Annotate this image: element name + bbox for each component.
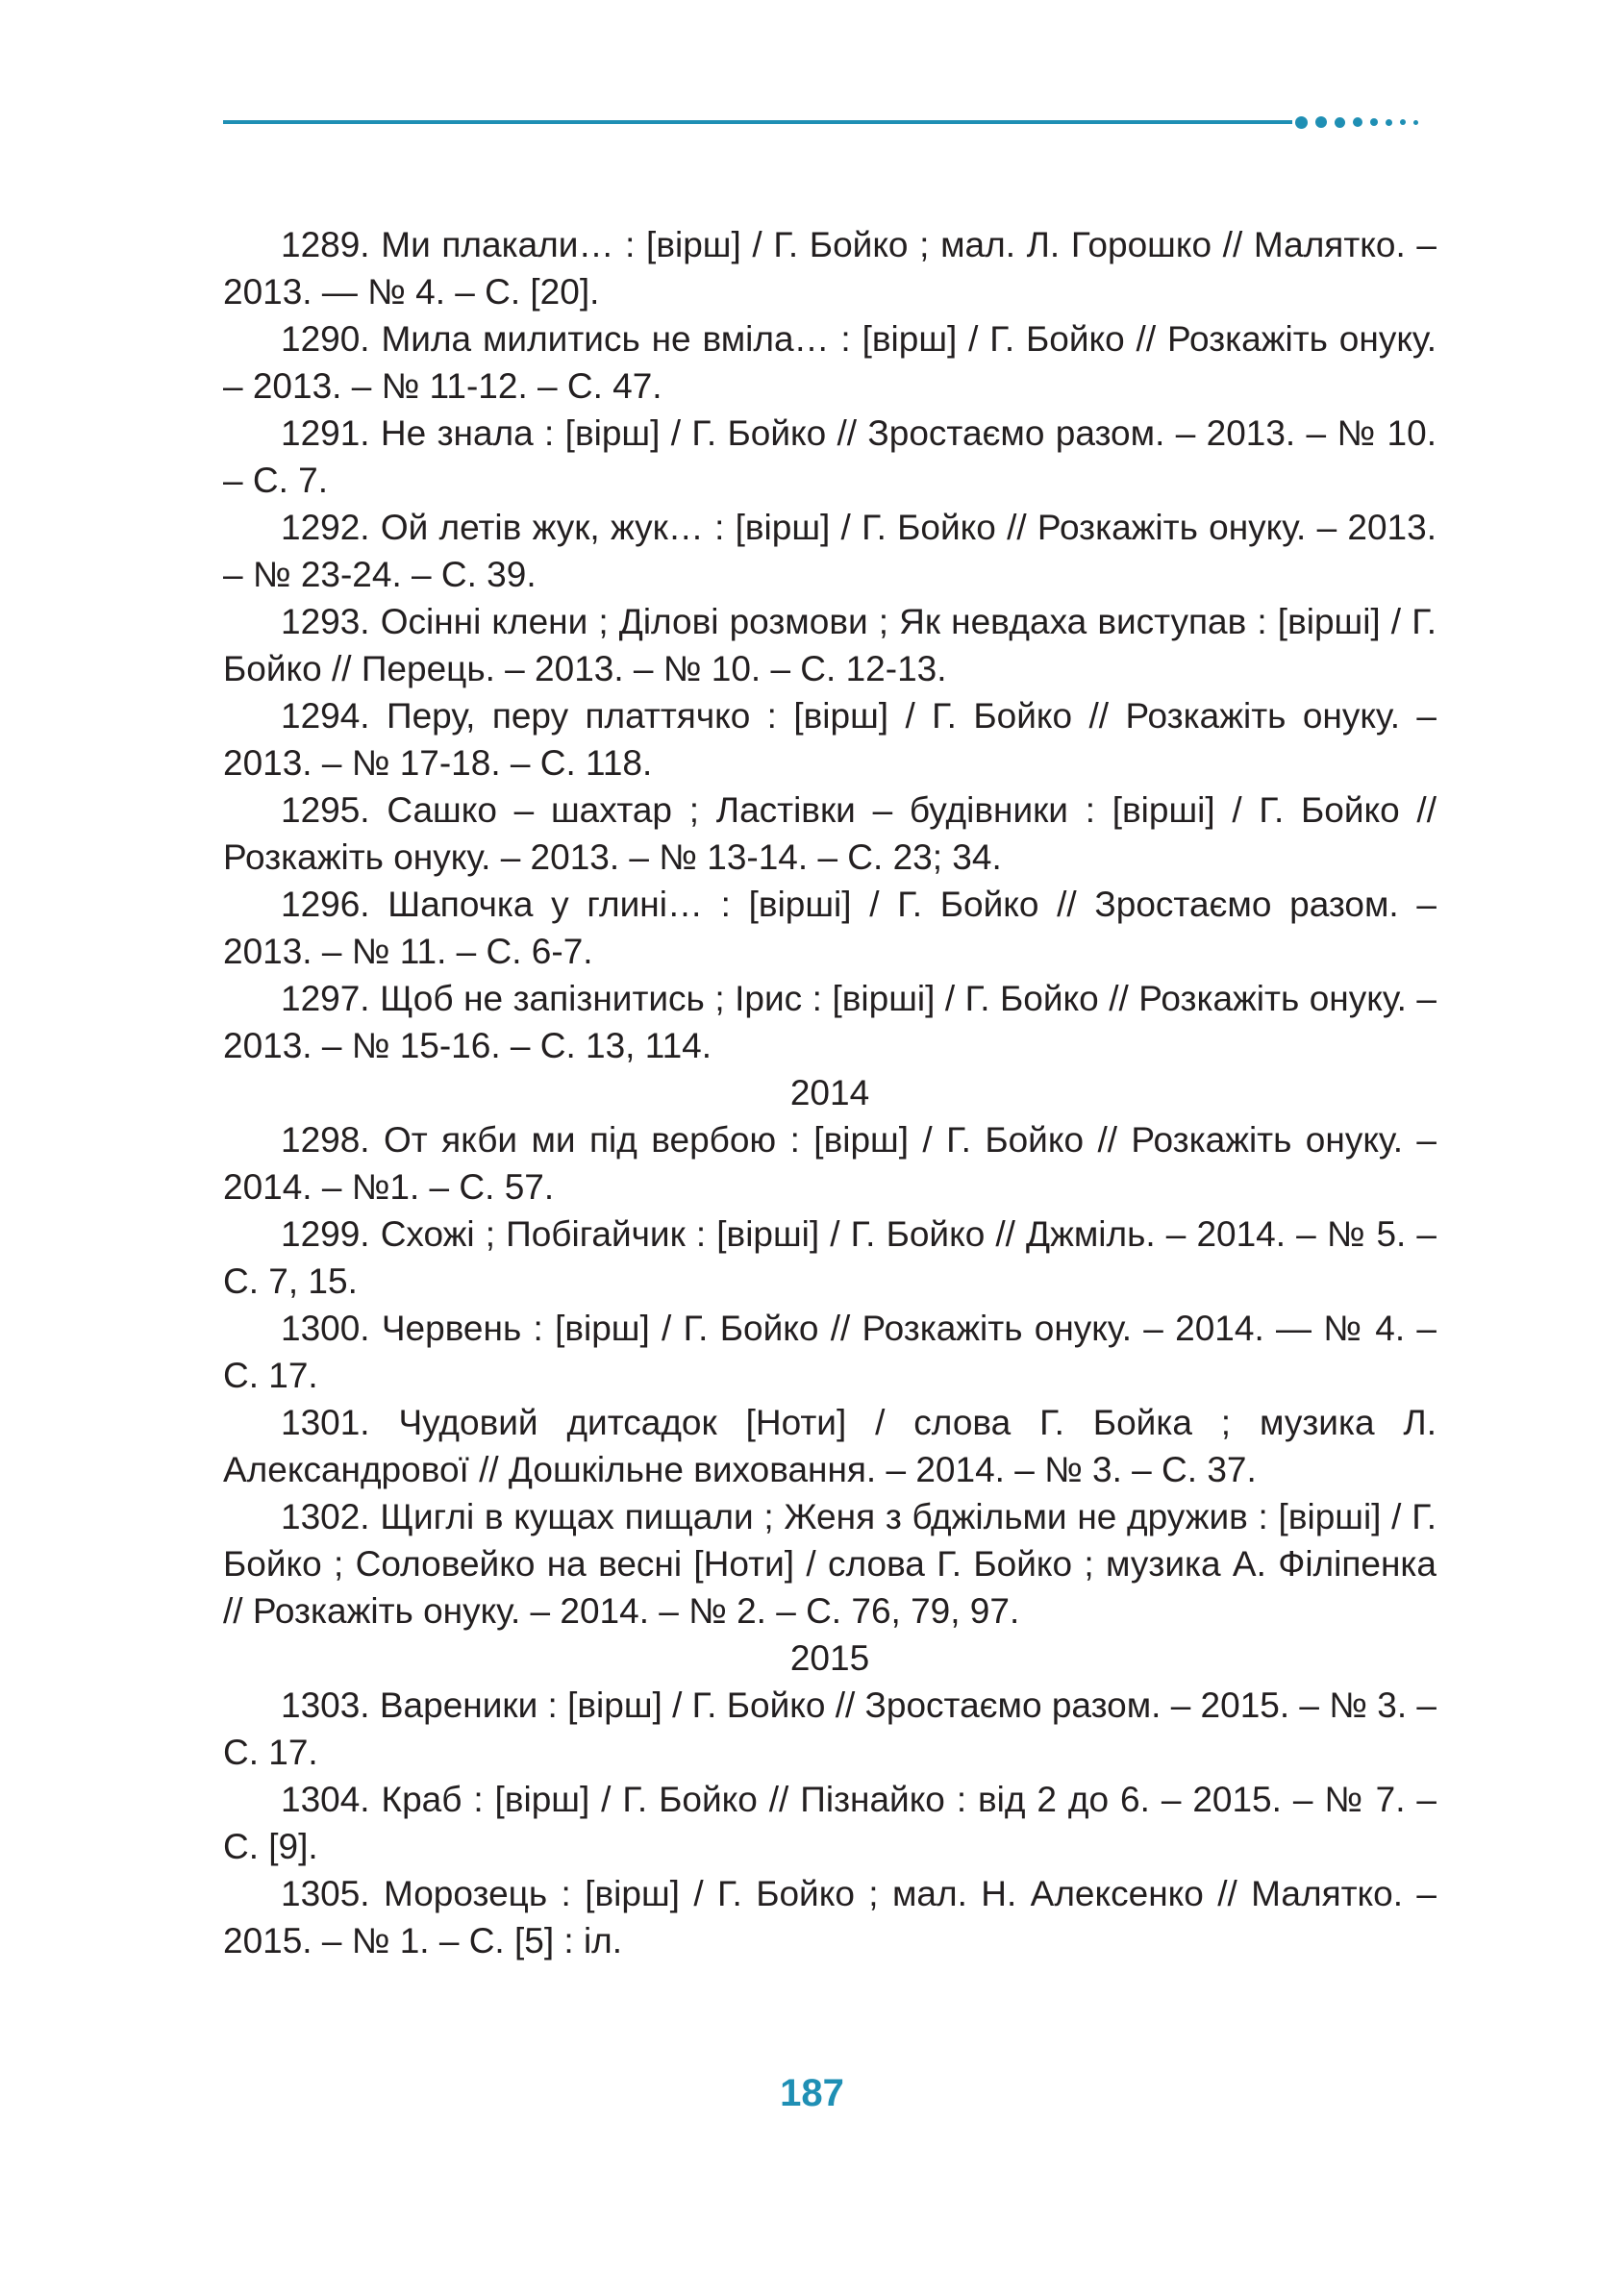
bibliography-list bbox=[223, 221, 1437, 1964]
bibliography-entry: 1294. Перу, перу платтячко : [вірш] / Г. Бойко // Розкажіть онуку. – 2013. – № 17-18. – С. 118. bbox=[223, 696, 1437, 783]
year-heading: 2015 bbox=[789, 1638, 870, 1678]
bibliography-entry: 1298. От якби ми під вербою : [вірш] / Г. Бойко // Розкажіть онуку. – 2014. – №1. – С. 57. bbox=[223, 1120, 1437, 1207]
bibliography-entry: 1305. Морозець : [вірш] / Г. Бойко ; мал. Н. Алексенко // Малятко. – 2015. – № 1. – С. [5] : іл. bbox=[223, 1874, 1437, 1960]
bibliography-entry: 1302. Щиглі в кущах пищали ; Женя з бджільми не дружив : [вірші] / Г. Бойко ; Соловейко на весні [Ноти] / слова Г. Бойко ; музика А. Філіпенка // Розкажіть онуку. – 2014. – № 2. – С. 76, 79, 97. bbox=[223, 1497, 1437, 1631]
bibliography-entry: 1293. Осінні клени ; Ділові розмови ; Як невдаха виступав : [вірші] / Г. Бойко // Перець. – 2013. – № 10. – С. 12-13. bbox=[223, 602, 1437, 688]
header-dots bbox=[1295, 115, 1426, 129]
bibliography-entry: 1292. Ой летів жук, жук… : [вірш] / Г. Бойко // Розкажіть онуку. – 2013. – № 23-24. – С. 39. bbox=[223, 508, 1437, 594]
bibliography-entry: 1289. Ми плакали… : [вірш] / Г. Бойко ; мал. Л. Горошко // Малятко. – 2013. — № 4. – С. [20]. bbox=[223, 225, 1437, 312]
bibliography-entry: 1295. Сашко – шахтар ; Ластівки – будівники : [вірші] / Г. Бойко // Розкажіть онуку. – 2013. – № 13-14. – С. 23; 34. bbox=[223, 790, 1437, 877]
bibliography-entry: 1290. Мила милитись не вміла… : [вірш] / Г. Бойко // Розкажіть онуку. – 2013. – № 11-12. – С. 47. bbox=[223, 319, 1437, 406]
bibliography-entry: 1299. Схожі ; Побігайчик : [вірші] / Г. Бойко // Джміль. – 2014. – № 5. – С. 7, 15. bbox=[223, 1214, 1437, 1301]
bibliography-entry: 1296. Шапочка у глині… : [вірші] / Г. Бойко // Зростаємо разом. – 2013. – № 11. – С. 6-7. bbox=[223, 885, 1437, 971]
bibliography-entry: 1303. Вареники : [вірш] / Г. Бойко // Зростаємо разом. – 2015. – № 3. – С. 17. bbox=[223, 1685, 1437, 1772]
year-heading: 2014 bbox=[789, 1073, 870, 1112]
bibliography-entry: 1301. Чудовий дитсадок [Ноти] / слова Г. Бойка ; музика Л. Александрової // Дошкільне виховання. – 2014. – № 3. – С. 37. bbox=[223, 1403, 1437, 1489]
bibliography-entry: 1300. Червень : [вірш] / Г. Бойко // Розкажіть онуку. – 2014. — № 4. – С. 17. bbox=[223, 1309, 1437, 1395]
bibliography-entry: 1304. Краб : [вірш] / Г. Бойко // Пізнайко : від 2 до 6. – 2015. – № 7. – С. [9]. bbox=[223, 1780, 1437, 1866]
bibliography-entry: 1297. Щоб не запізнитись ; Ірис : [вірші] / Г. Бойко // Розкажіть онуку. – 2013. – № 15-16. – С. 13, 114. bbox=[223, 979, 1437, 1065]
header-rule bbox=[223, 120, 1292, 124]
page-number: 187 bbox=[780, 2072, 844, 2114]
bibliography-entry: 1291. Не знала : [вірш] / Г. Бойко // Зростаємо разом. – 2013. – № 10. – С. 7. bbox=[223, 413, 1437, 500]
